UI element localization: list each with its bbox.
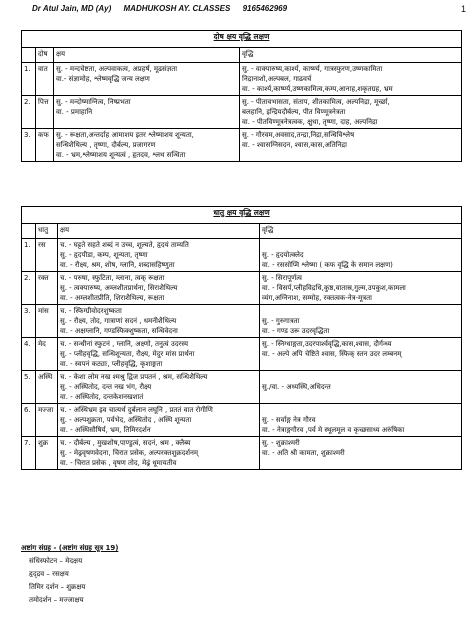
dosha-name: पित्त [36, 96, 54, 129]
dhatu-row [22, 404, 462, 437]
kshaya-line: वा. - अक्षग्लानि, गण्डस्फिक्शुष्कता, सन्धिवेदना [60, 327, 178, 335]
vriddhi-line: सु. - गुरुगात्रता [262, 317, 300, 325]
vriddhi-line: वा. - अल्पे अपि चेष्टिते श्वास, स्फिक् स्तन उदर लम्बनम् [262, 350, 402, 358]
row-number: 3. [22, 305, 36, 338]
kshaya-line: सन्धिशैथिल्य , तृष्णा, दौर्बल्य, प्रजागरण [56, 141, 156, 149]
kshaya-line: च. - सन्धीनां स्फुटनं , ग्लानि, अक्ष्णो, तनुत्वं उदरस्य [60, 340, 189, 348]
kshaya-line: वा. - प्रमाहानि [56, 108, 93, 116]
dosha-row [22, 129, 462, 162]
ashtanga-item: तमोदर्शन – मज्जाक्षय [29, 596, 84, 604]
row-number: 1. [22, 63, 36, 96]
row-number: 1. [22, 239, 36, 272]
col-kshaya-header: क्षय [58, 224, 260, 239]
kshaya-line: सु. - मेढ्रवृषणवेदना, चिरात प्रसेक, अल्परक्तशुक्रदर्शनम् [60, 449, 199, 457]
dosha-name: वात [36, 63, 54, 96]
kshaya-cell [58, 371, 260, 404]
vriddhi-cell [240, 96, 462, 129]
dhatu-name: अस्थि [36, 371, 58, 404]
kshaya-line: च. - अस्थिभ्रम इव चात्यर्थ दुर्बलान लघूनि , प्रततं वात रोगीणि [60, 406, 213, 414]
phone-number: 9165462969 [242, 4, 288, 13]
kshaya-cell [54, 129, 240, 162]
vriddhi-cell [260, 338, 462, 371]
vriddhi-line: वा. - श्वासग्निसदन, श्वास,कास,अतिनिद्रा [242, 141, 347, 149]
row-number: 2. [22, 272, 36, 305]
vriddhi-line: व्यंग,अग्निनाश, सम्मोह, रक्तत्वक-नेत्र-मूत्रता [262, 294, 372, 302]
vriddhi-line [262, 306, 459, 316]
page-header [32, 4, 297, 13]
dhatu-row [22, 305, 462, 338]
kshaya-line: सु. - मन्दचेष्टता, अल्पवाकत्व, अप्रहर्ष, मूढसंज्ञता [56, 65, 178, 73]
kshaya-cell [58, 239, 260, 272]
dhatu-row [22, 371, 462, 404]
kshaya-line: वा. - अम्लशीतप्रीति, शिराशैथिल्य, रूक्षता [60, 294, 165, 302]
dosha-name: कफ [36, 129, 54, 162]
kshaya-line: सु. - रौक्ष्य, तोद, गात्राणां सदनं , धमनीशैथिल्य [60, 317, 177, 325]
ashtanga-section [21, 542, 118, 607]
dhatu-row [22, 272, 462, 305]
vriddhi-line: वा. - अति श्री कामता, शुक्राश्मरी [262, 449, 345, 457]
vriddhi-line: सु. - स्निग्धाङ्गता,उदरपार्श्ववृद्धि,कास,श्वास, दौर्गन्ध्य [262, 340, 392, 348]
kshaya-line: वा. - भ्रम,श्लेष्माशय शून्यत्वं , हृतदव, श्लथ सन्धिता [56, 151, 186, 159]
vriddhi-line: सु./वा. - अध्यस्थि,अधिदन्त [262, 383, 331, 391]
vriddhi-line: सु. - सिरापूर्णत्व [262, 274, 302, 282]
vriddhi-line: सु. - सर्वाङ्ग नेत्र गौरव [262, 416, 316, 424]
dhatu-name: शुक्र [36, 437, 58, 470]
vriddhi-line: वा. - नेत्राङ्गगौरव ,पर्व मे स्थूलमूल व कृच्छसाध्य अरुंषिका [262, 426, 405, 434]
kshaya-cell [58, 338, 260, 371]
vriddhi-cell [240, 129, 462, 162]
kshaya-line: सु. - हृदपीडा, कम्प, शून्यता, तृष्णा [60, 251, 148, 259]
vriddhi-line: निद्रानाशो,अल्पबल, गाढवर्च [242, 75, 312, 83]
kshaya-line: वा. - रौक्ष्य, श्रम, शोष, ग्लानि, शब्दासहिष्णुता [60, 261, 175, 269]
vriddhi-line: सु. - हृदयोत्क्लेद [262, 251, 304, 259]
dhatu-row [22, 338, 462, 371]
ashtanga-item: तिमिर दर्शन – शुक्रक्षय [29, 583, 86, 591]
vriddhi-cell [260, 305, 462, 338]
kshaya-line: च. - स्फिग्ग्रीवोदरशुष्कता [60, 307, 122, 315]
col-dhatu-header: धातु [36, 224, 58, 239]
vriddhi-cell [240, 63, 462, 96]
row-number: 2. [22, 96, 36, 129]
vriddhi-cell [260, 404, 462, 437]
row-number: 4. [22, 338, 36, 371]
vriddhi-line: वा. - पीतविण्मूत्रनेत्रत्वक, क्षुधा, तृष्णा, दाह, अल्पनिद्रा [242, 118, 378, 126]
kshaya-line: वा. - चिरात प्रसेक , वृषण तोद, मेढ्रं धूमायतीव [60, 459, 177, 467]
kshaya-line: सु. - रूक्षता,अन्तर्दाह आमाशय इतर श्लेष्माशय शून्यता, [56, 131, 194, 139]
vriddhi-line: बलहानि, इन्द्रियदौर्बल्य, पीत विण्मूत्रनेत्रता [242, 108, 346, 116]
kshaya-cell [58, 272, 260, 305]
kshaya-line: वा. - अस्थिसौषिर्य, भ्रम, तिमिरदर्शन [60, 426, 151, 434]
vriddhi-line [262, 405, 459, 415]
kshaya-line: वा.- संज्ञामोह, श्लेष्मवृद्धि जन्य लक्षण [56, 75, 150, 83]
row-number: 3. [22, 129, 36, 162]
dhatu-table-title: धातु क्षय वृद्धि लक्षण [22, 207, 462, 224]
kshaya-line: सु. - मन्दोष्माग्नित्व, निष्प्रभता [56, 98, 131, 106]
dhatu-row [22, 437, 462, 470]
kshaya-cell [54, 96, 240, 129]
ashtanga-item: हृद्द्रव – रसक्षय [29, 570, 69, 578]
kshaya-cell [58, 404, 260, 437]
col-kshaya-header: क्षय [54, 48, 240, 63]
kshaya-line: वा. - स्वपनं कट्याः, प्लीहवृद्धि, कृशाङ्गता [60, 360, 163, 368]
vriddhi-line [262, 372, 459, 382]
dhatu-table [21, 206, 462, 470]
vriddhi-line [262, 240, 459, 250]
kshaya-line: सु. - त्वक्पारुष्य, अम्लशीतप्रार्थना, सिराशैथिल्य [60, 284, 178, 292]
dosha-table [21, 30, 462, 162]
dhatu-name: रस [36, 239, 58, 272]
vriddhi-line: सु. - शुक्राश्मरी [262, 439, 300, 447]
kshaya-line: वा. - अस्थितोद, दन्तकेशनखशातं [60, 393, 144, 401]
dhatu-name: मज्जा [36, 404, 58, 437]
kshaya-cell [58, 305, 260, 338]
dhatu-name: रक्त [36, 272, 58, 305]
kshaya-line: च. - दौर्बल्य , मुखशोष,पाण्डुत्वं, सदनं, श्रम , क्लैब्य [60, 439, 191, 447]
col-vriddhi-header: वृद्धि [260, 224, 462, 239]
kshaya-line: च. - केशा लोम नख श्मश्रु द्विज प्रपतनं , श्रम, सन्धिशैथिल्य [60, 373, 208, 381]
dosha-table-title: दोष क्षय वृद्धि लक्षण [22, 31, 462, 48]
col-vriddhi-header: वृद्धि [240, 48, 462, 63]
row-number: 5. [22, 371, 36, 404]
vriddhi-line: सु. - गौरवम,अवसाद,तन्द्रा,निद्रा,सन्धिविश्लेष [242, 131, 355, 139]
vriddhi-line: वा. - कार्श्य,कार्ष्ण्य,उष्णकामित्व,कम्प,आनाह,शकृतग्रह, भ्रम [242, 85, 393, 93]
kshaya-cell [54, 63, 240, 96]
vriddhi-cell [260, 272, 462, 305]
kshaya-line: सु. - अल्पशुक्रता, पर्वभेद, अस्थितोद , अस्थि शून्यता [60, 416, 192, 424]
vriddhi-cell [260, 371, 462, 404]
dhatu-name: मांस [36, 305, 58, 338]
row-number: 6. [22, 404, 36, 437]
kshaya-cell [58, 437, 260, 470]
page-number: 1 [460, 4, 466, 14]
kshaya-line: च. - परुषा, स्फुटिता, म्लाना, त्वक् रूक्षता [60, 274, 165, 282]
dosha-row [22, 63, 462, 96]
vriddhi-cell [260, 437, 462, 470]
row-number: 7. [22, 437, 36, 470]
kshaya-line: च. - घट्टते सहते शब्दं न उच्च, शूल्यते, हृदयं ताम्यति [60, 241, 189, 249]
vriddhi-line: वा. - गण्ड उरू उदरवृद्धिता [262, 327, 330, 335]
kshaya-line: सु. - अस्थितोद, दन्त नख भंग, रौक्ष्य [60, 383, 152, 391]
dhatu-row [22, 239, 462, 272]
vriddhi-line: सु. - वाक्पारुष्य,कार्श्य, कार्ष्ण्य, गात्रस्फुरण,उष्णकामिता [242, 65, 383, 73]
vriddhi-line: वा. - विसर्प,प्लीहविद्रधि,कुष्ठ,वातास्र,गुल्म,उपकुश,कामला [262, 284, 406, 292]
vriddhi-line: वा. - रससोप्मि श्लेष्मा ( कफ वृद्धि के समान लक्षण) [262, 261, 393, 269]
ashtanga-title: अष्टांग संग्रह - (अष्टांग संग्रह सूत्र 19) [21, 544, 119, 552]
org-name: MADHUKOSH AY. CLASSES [123, 4, 231, 13]
vriddhi-cell [260, 239, 462, 272]
dosha-row [22, 96, 462, 129]
ashtanga-item: संधिस्फोटन – मेदक्षय [29, 557, 83, 565]
author-name: Dr Atul Jain, MD (Ay) [32, 4, 112, 13]
kshaya-line: सु. - प्लीहवृद्धि, सन्धिशून्यता, रौक्ष्य, मेदुर मांस प्रार्थना [60, 350, 195, 358]
col-dosha-header: दोष [36, 48, 54, 63]
dhatu-name: मेद [36, 338, 58, 371]
vriddhi-line: सु. - पीतावभासता, संताप, शीतकामित्व, अल्पनिद्रा, मूर्च्छा, [242, 98, 390, 106]
